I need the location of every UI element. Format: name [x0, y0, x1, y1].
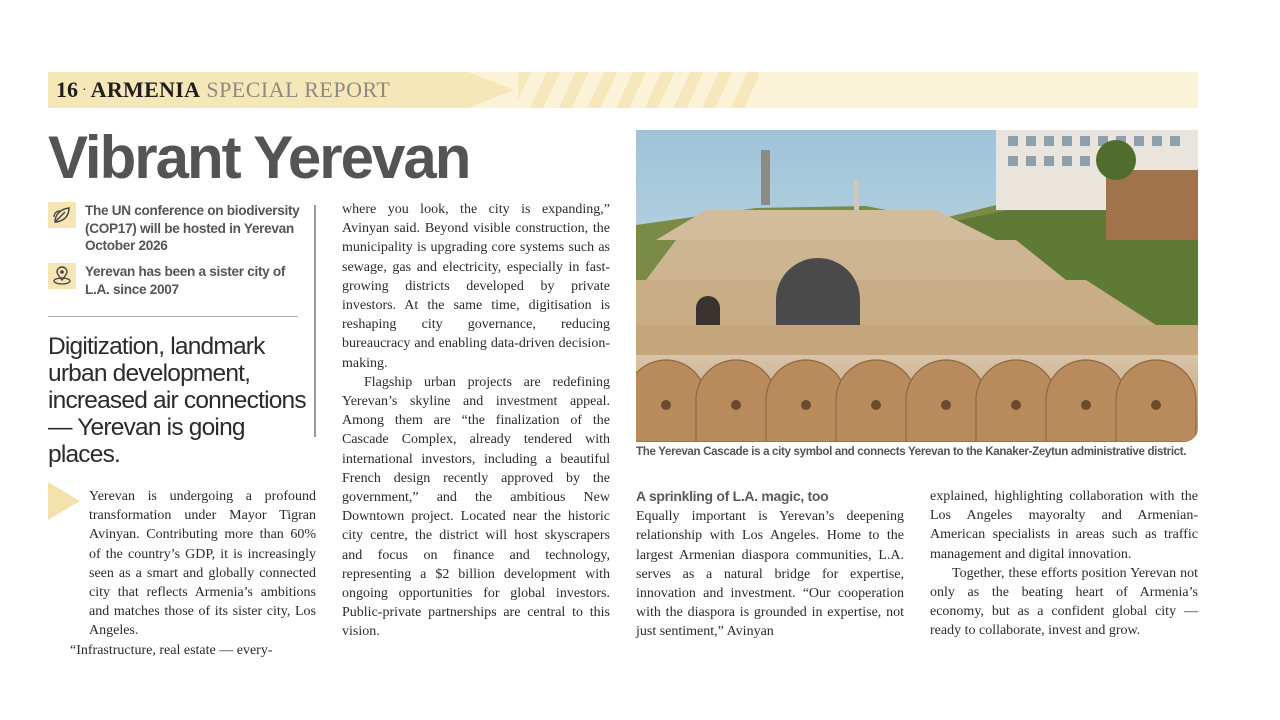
header-band-arrow — [468, 72, 514, 108]
body-paragraph: Flagship urban projects are redefining Yerevan’s skyline and investment appeal. Among them are “the finalization of the Cascade Complex, already tendered with international investors, including a beautiful French design recently approved by the government,” and the ambitious New Downtown project. Located near the historic city centre, the district will host skyscrapers and focus on finance and technology, representing a $2 billion development with ongoing opportunities for global investors. Public-private partnerships are central to this vision. — [342, 374, 610, 640]
location-pin-icon — [48, 263, 76, 289]
column-divider — [314, 205, 316, 437]
body-column-2 — [342, 200, 610, 642]
body-paragraph: explained, highlighting collaboration with the Los Angeles mayoralty and Armenian-American specialists in areas such as traffic management and digital innovation. — [930, 489, 1198, 562]
page-number: 16 — [56, 77, 78, 102]
body-paragraph: “Infrastructure, real estate — every- — [70, 642, 273, 658]
section-subheading: A sprinkling of L.A. magic, too — [636, 488, 829, 504]
cascade-photo — [636, 130, 1198, 442]
body-column-4 — [930, 487, 1198, 641]
body-paragraph: Yerevan is undergoing a profound transformation under Mayor Tigran Avinyan. Contributing more than 60% of the country’s GDP, it is increasingly seen as a smart and globally connected city that reflects Armenia’s ambitions and matches those of its sister city, Los Angeles. — [89, 489, 316, 639]
page-title: Vibrant Yerevan — [48, 124, 470, 191]
body-column-1 — [48, 487, 316, 660]
section-header-band — [48, 72, 1198, 108]
fact-item-sister-city — [48, 263, 308, 301]
deck-subheadline: Digitization, landmark urban development, increased air connections — Yerevan is going places. — [48, 333, 306, 468]
body-paragraph: Equally important is Yerevan’s deepening relationship with Los Angeles. Home to the largest Armenian diaspora communities, L.A. serves as a natural bridge for expertise, innovation and investment. “Our cooperation with the diaspora is grounded in expertise, not just sentiment,” Avinyan — [636, 509, 904, 640]
photo-caption: The Yerevan Cascade is a city symbol and connects Yerevan to the Kanaker-Zeytun administrative district. — [636, 445, 1187, 458]
body-paragraph: where you look, the city is expanding,” Avinyan said. Beyond visible construction, the municipality is upgrading core systems such as sewage, gas and electricity, especially in fast-growing districts developed by private investors. At the same time, digitisation is reshaping city governance, reducing bureaucracy and enabling data-driven decision-making. — [342, 202, 610, 371]
header-band-stripes — [518, 72, 758, 108]
fact-text: Yerevan has been a sister city of L.A. since 2007 — [85, 264, 286, 297]
leaf-icon — [48, 202, 76, 228]
divider — [48, 316, 298, 317]
subsection-name: SPECIAL REPORT — [206, 77, 391, 102]
header-separator: · — [82, 83, 87, 98]
fact-item-cop17 — [48, 202, 308, 256]
body-column-3 — [636, 487, 904, 642]
section-header — [56, 77, 390, 103]
section-name: ARMENIA — [90, 77, 201, 102]
body-paragraph: Together, these efforts position Yerevan not only as the beating heart of Armenia’s economy, but as a confident global city — ready to collaborate, invest and grow. — [930, 565, 1198, 639]
fact-text: The UN conference on biodiversity (COP17) will be hosted in Yerevan October 2026 — [85, 203, 300, 253]
